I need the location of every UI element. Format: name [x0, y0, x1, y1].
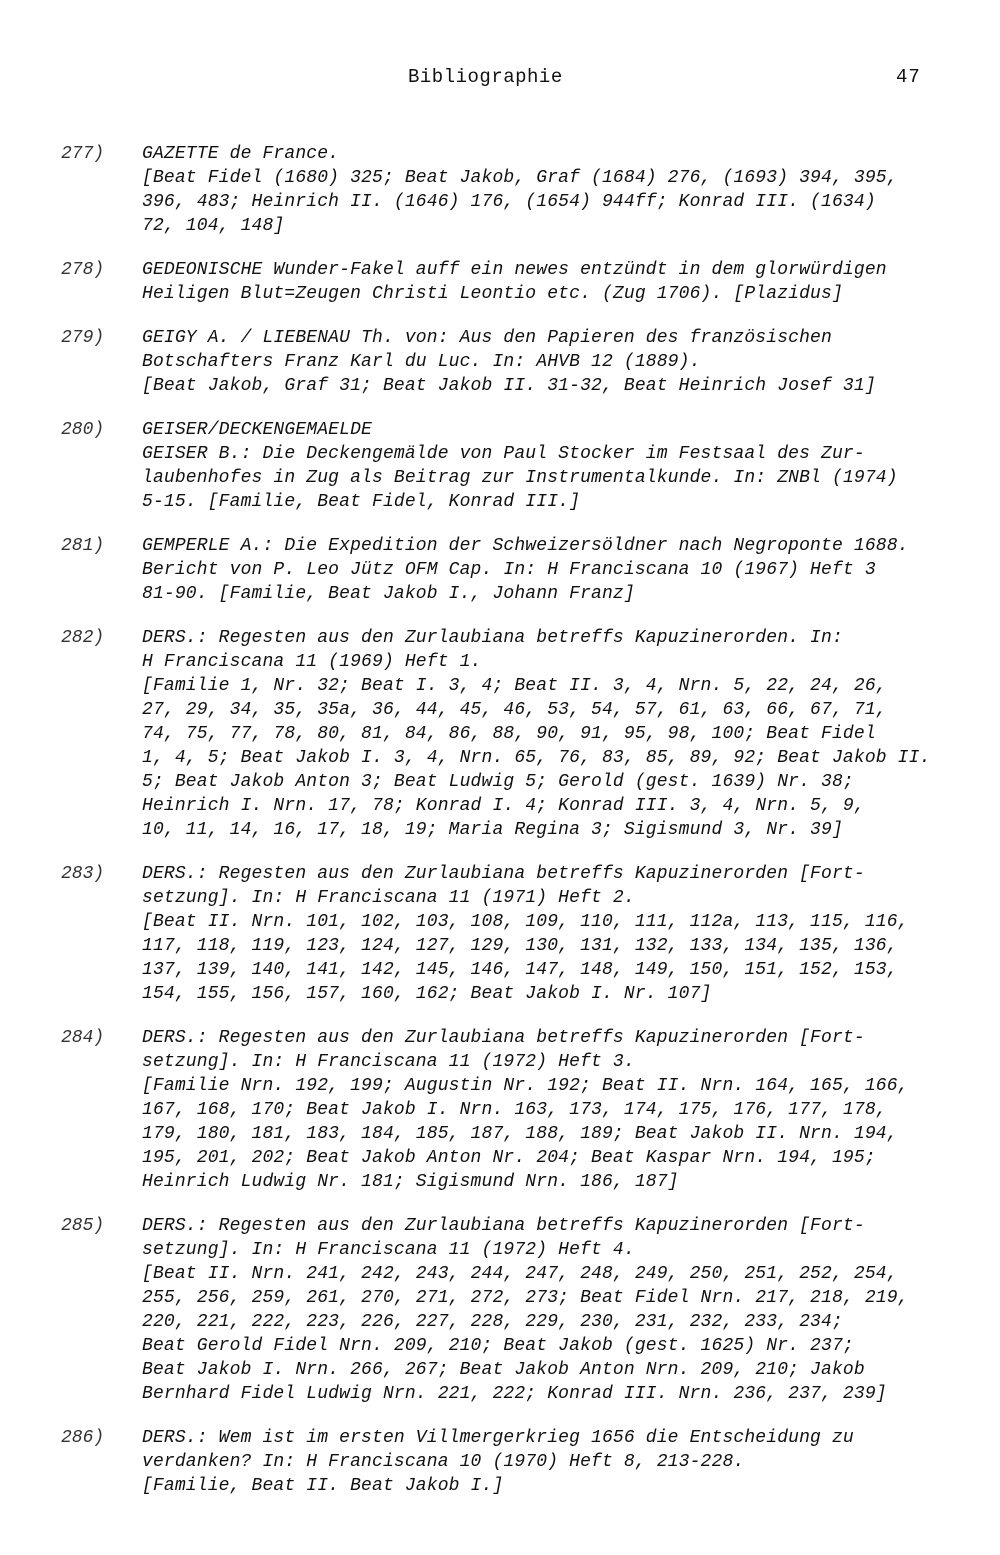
entry-line: [Familie 1, Nr. 32; Beat I. 3, 4; Beat II. 3, 4, Nrn. 5, 22, 24, 26,	[142, 676, 887, 696]
bibliography-entry	[0, 142, 1000, 238]
entry-line: 396, 483; Heinrich II. (1646) 176, (1654) 944ff; Konrad III. (1634)	[142, 192, 876, 212]
bibliography-entry	[0, 534, 1000, 606]
entry-line: 220, 221, 222, 223, 226, 227, 228, 229, 230, 231, 232, 233, 234;	[142, 1312, 843, 1332]
entry-line: GEISER/DECKENGEMAELDE	[142, 420, 372, 440]
entry-line: Botschafters Franz Karl du Luc. In: AHVB 12 (1889).	[142, 352, 701, 372]
entry-line: GEMPERLE A.: Die Expedition der Schweizersöldner nach Negroponte 1688.	[142, 536, 909, 556]
bibliography-entry	[0, 326, 1000, 398]
entry-line: setzung]. In: H Franciscana 11 (1971) Heft 2.	[142, 888, 635, 908]
entry-line: GEDEONISCHE Wunder-Fakel auff ein newes entzündt in dem glorwürdigen	[142, 260, 887, 280]
entry-line: GEIGY A. / LIEBENAU Th. von: Aus den Papieren des französischen	[142, 328, 832, 348]
entry-number: 281)	[61, 536, 105, 556]
entry-text	[142, 142, 972, 238]
entry-text	[142, 626, 972, 842]
entry-line: [Beat II. Nrn. 241, 242, 243, 244, 247, 248, 249, 250, 251, 252, 254,	[142, 1264, 898, 1284]
entry-line: Beat Jakob I. Nrn. 266, 267; Beat Jakob Anton Nrn. 209, 210; Jakob	[142, 1360, 865, 1380]
entry-line: [Beat II. Nrn. 101, 102, 103, 108, 109, 110, 111, 112a, 113, 115, 116,	[142, 912, 909, 932]
entry-text	[142, 534, 972, 606]
entry-line: 74, 75, 77, 78, 80, 81, 84, 86, 88, 90, 91, 95, 98, 100; Beat Fidel	[142, 724, 876, 744]
entry-line: 5; Beat Jakob Anton 3; Beat Ludwig 5; Gerold (gest. 1639) Nr. 38;	[142, 772, 854, 792]
entry-line: DERS.: Regesten aus den Zurlaubiana betreffs Kapuzinerorden [Fort-	[142, 1216, 865, 1236]
entry-line: 81-90. [Familie, Beat Jakob I., Johann Franz]	[142, 584, 635, 604]
bibliography-entry	[0, 1214, 1000, 1406]
entry-line: Heinrich Ludwig Nr. 181; Sigismund Nrn. 186, 187]	[142, 1172, 679, 1192]
entry-number: 286)	[61, 1428, 105, 1448]
entry-text	[142, 1026, 972, 1194]
entry-line: 1, 4, 5; Beat Jakob I. 3, 4, Nrn. 65, 76, 83, 85, 89, 92; Beat Jakob II.	[142, 748, 931, 768]
entry-number: 280)	[61, 420, 105, 440]
entry-number: 282)	[61, 628, 105, 648]
bibliography-entries	[0, 142, 1000, 1518]
entry-line: Bernhard Fidel Ludwig Nrn. 221, 222; Konrad III. Nrn. 236, 237, 239]	[142, 1384, 887, 1404]
entry-line: 154, 155, 156, 157, 160, 162; Beat Jakob I. Nr. 107]	[142, 984, 712, 1004]
entry-line: 10, 11, 14, 16, 17, 18, 19; Maria Regina 3; Sigismund 3, Nr. 39]	[142, 820, 843, 840]
entry-line: laubenhofes in Zug als Beitrag zur Instrumentalkunde. In: ZNBl (1974)	[142, 468, 898, 488]
entry-line: 167, 168, 170; Beat Jakob I. Nrn. 163, 173, 174, 175, 176, 177, 178,	[142, 1100, 887, 1120]
entry-line: H Franciscana 11 (1969) Heft 1.	[142, 652, 482, 672]
entry-line: Heiligen Blut=Zeugen Christi Leontio etc. (Zug 1706). [Plazidus]	[142, 284, 843, 304]
entry-line: setzung]. In: H Franciscana 11 (1972) Heft 3.	[142, 1052, 635, 1072]
bibliography-entry	[0, 258, 1000, 306]
entry-text	[142, 1214, 972, 1406]
bibliography-entry	[0, 418, 1000, 514]
bibliography-entry	[0, 626, 1000, 842]
entry-number: 285)	[61, 1216, 105, 1236]
entry-line: [Beat Fidel (1680) 325; Beat Jakob, Graf (1684) 276, (1693) 394, 395,	[142, 168, 898, 188]
entry-line: GEISER B.: Die Deckengemälde von Paul Stocker im Festsaal des Zur-	[142, 444, 865, 464]
entry-line: [Beat Jakob, Graf 31; Beat Jakob II. 31-32, Beat Heinrich Josef 31]	[142, 376, 876, 396]
entry-line: Heinrich I. Nrn. 17, 78; Konrad I. 4; Konrad III. 3, 4, Nrn. 5, 9,	[142, 796, 865, 816]
entry-number: 279)	[61, 328, 105, 348]
entry-text	[142, 1426, 972, 1498]
entry-number: 283)	[61, 864, 105, 884]
entry-line: 27, 29, 34, 35, 35a, 36, 44, 45, 46, 53, 54, 57, 61, 63, 66, 67, 71,	[142, 700, 887, 720]
entry-text	[142, 326, 972, 398]
entry-line: Beat Gerold Fidel Nrn. 209, 210; Beat Jakob (gest. 1625) Nr. 237;	[142, 1336, 854, 1356]
page-header	[0, 66, 1000, 96]
page-number: 47	[896, 66, 921, 88]
entry-line: setzung]. In: H Franciscana 11 (1972) Heft 4.	[142, 1240, 635, 1260]
entry-line: GAZETTE de France.	[142, 144, 340, 164]
entry-line: 137, 139, 140, 141, 142, 145, 146, 147, 148, 149, 150, 151, 152, 153,	[142, 960, 898, 980]
entry-text	[142, 258, 972, 306]
entry-line: DERS.: Wem ist im ersten Villmergerkrieg 1656 die Entscheidung zu	[142, 1428, 854, 1448]
entry-line: 195, 201, 202; Beat Jakob Anton Nr. 204; Beat Kaspar Nrn. 194, 195;	[142, 1148, 876, 1168]
entry-line: 117, 118, 119, 123, 124, 127, 129, 130, 131, 132, 133, 134, 135, 136,	[142, 936, 898, 956]
entry-line: DERS.: Regesten aus den Zurlaubiana betreffs Kapuzinerorden [Fort-	[142, 1028, 865, 1048]
entry-line: [Familie, Beat II. Beat Jakob I.]	[142, 1476, 504, 1496]
entry-line: 179, 180, 181, 183, 184, 185, 187, 188, 189; Beat Jakob II. Nrn. 194,	[142, 1124, 898, 1144]
bibliography-entry	[0, 1026, 1000, 1194]
entry-text	[142, 862, 972, 1006]
entry-line: verdanken? In: H Franciscana 10 (1970) Heft 8, 213-228.	[142, 1452, 745, 1472]
bibliography-entry	[0, 862, 1000, 1006]
entry-line: Bericht von P. Leo Jütz OFM Cap. In: H Franciscana 10 (1967) Heft 3	[142, 560, 876, 580]
entry-number: 277)	[61, 144, 105, 164]
entry-line: [Familie Nrn. 192, 199; Augustin Nr. 192; Beat II. Nrn. 164, 165, 166,	[142, 1076, 909, 1096]
entry-text	[142, 418, 972, 514]
entry-line: DERS.: Regesten aus den Zurlaubiana betreffs Kapuzinerorden [Fort-	[142, 864, 865, 884]
entry-line: 5-15. [Familie, Beat Fidel, Konrad III.]	[142, 492, 581, 512]
running-title: Bibliographie	[408, 66, 563, 88]
entry-number: 284)	[61, 1028, 105, 1048]
entry-number: 278)	[61, 260, 105, 280]
entry-line: 72, 104, 148]	[142, 216, 285, 236]
entry-line: DERS.: Regesten aus den Zurlaubiana betreffs Kapuzinerorden. In:	[142, 628, 843, 648]
bibliography-entry	[0, 1426, 1000, 1498]
entry-line: 255, 256, 259, 261, 270, 271, 272, 273; Beat Fidel Nrn. 217, 218, 219,	[142, 1288, 909, 1308]
